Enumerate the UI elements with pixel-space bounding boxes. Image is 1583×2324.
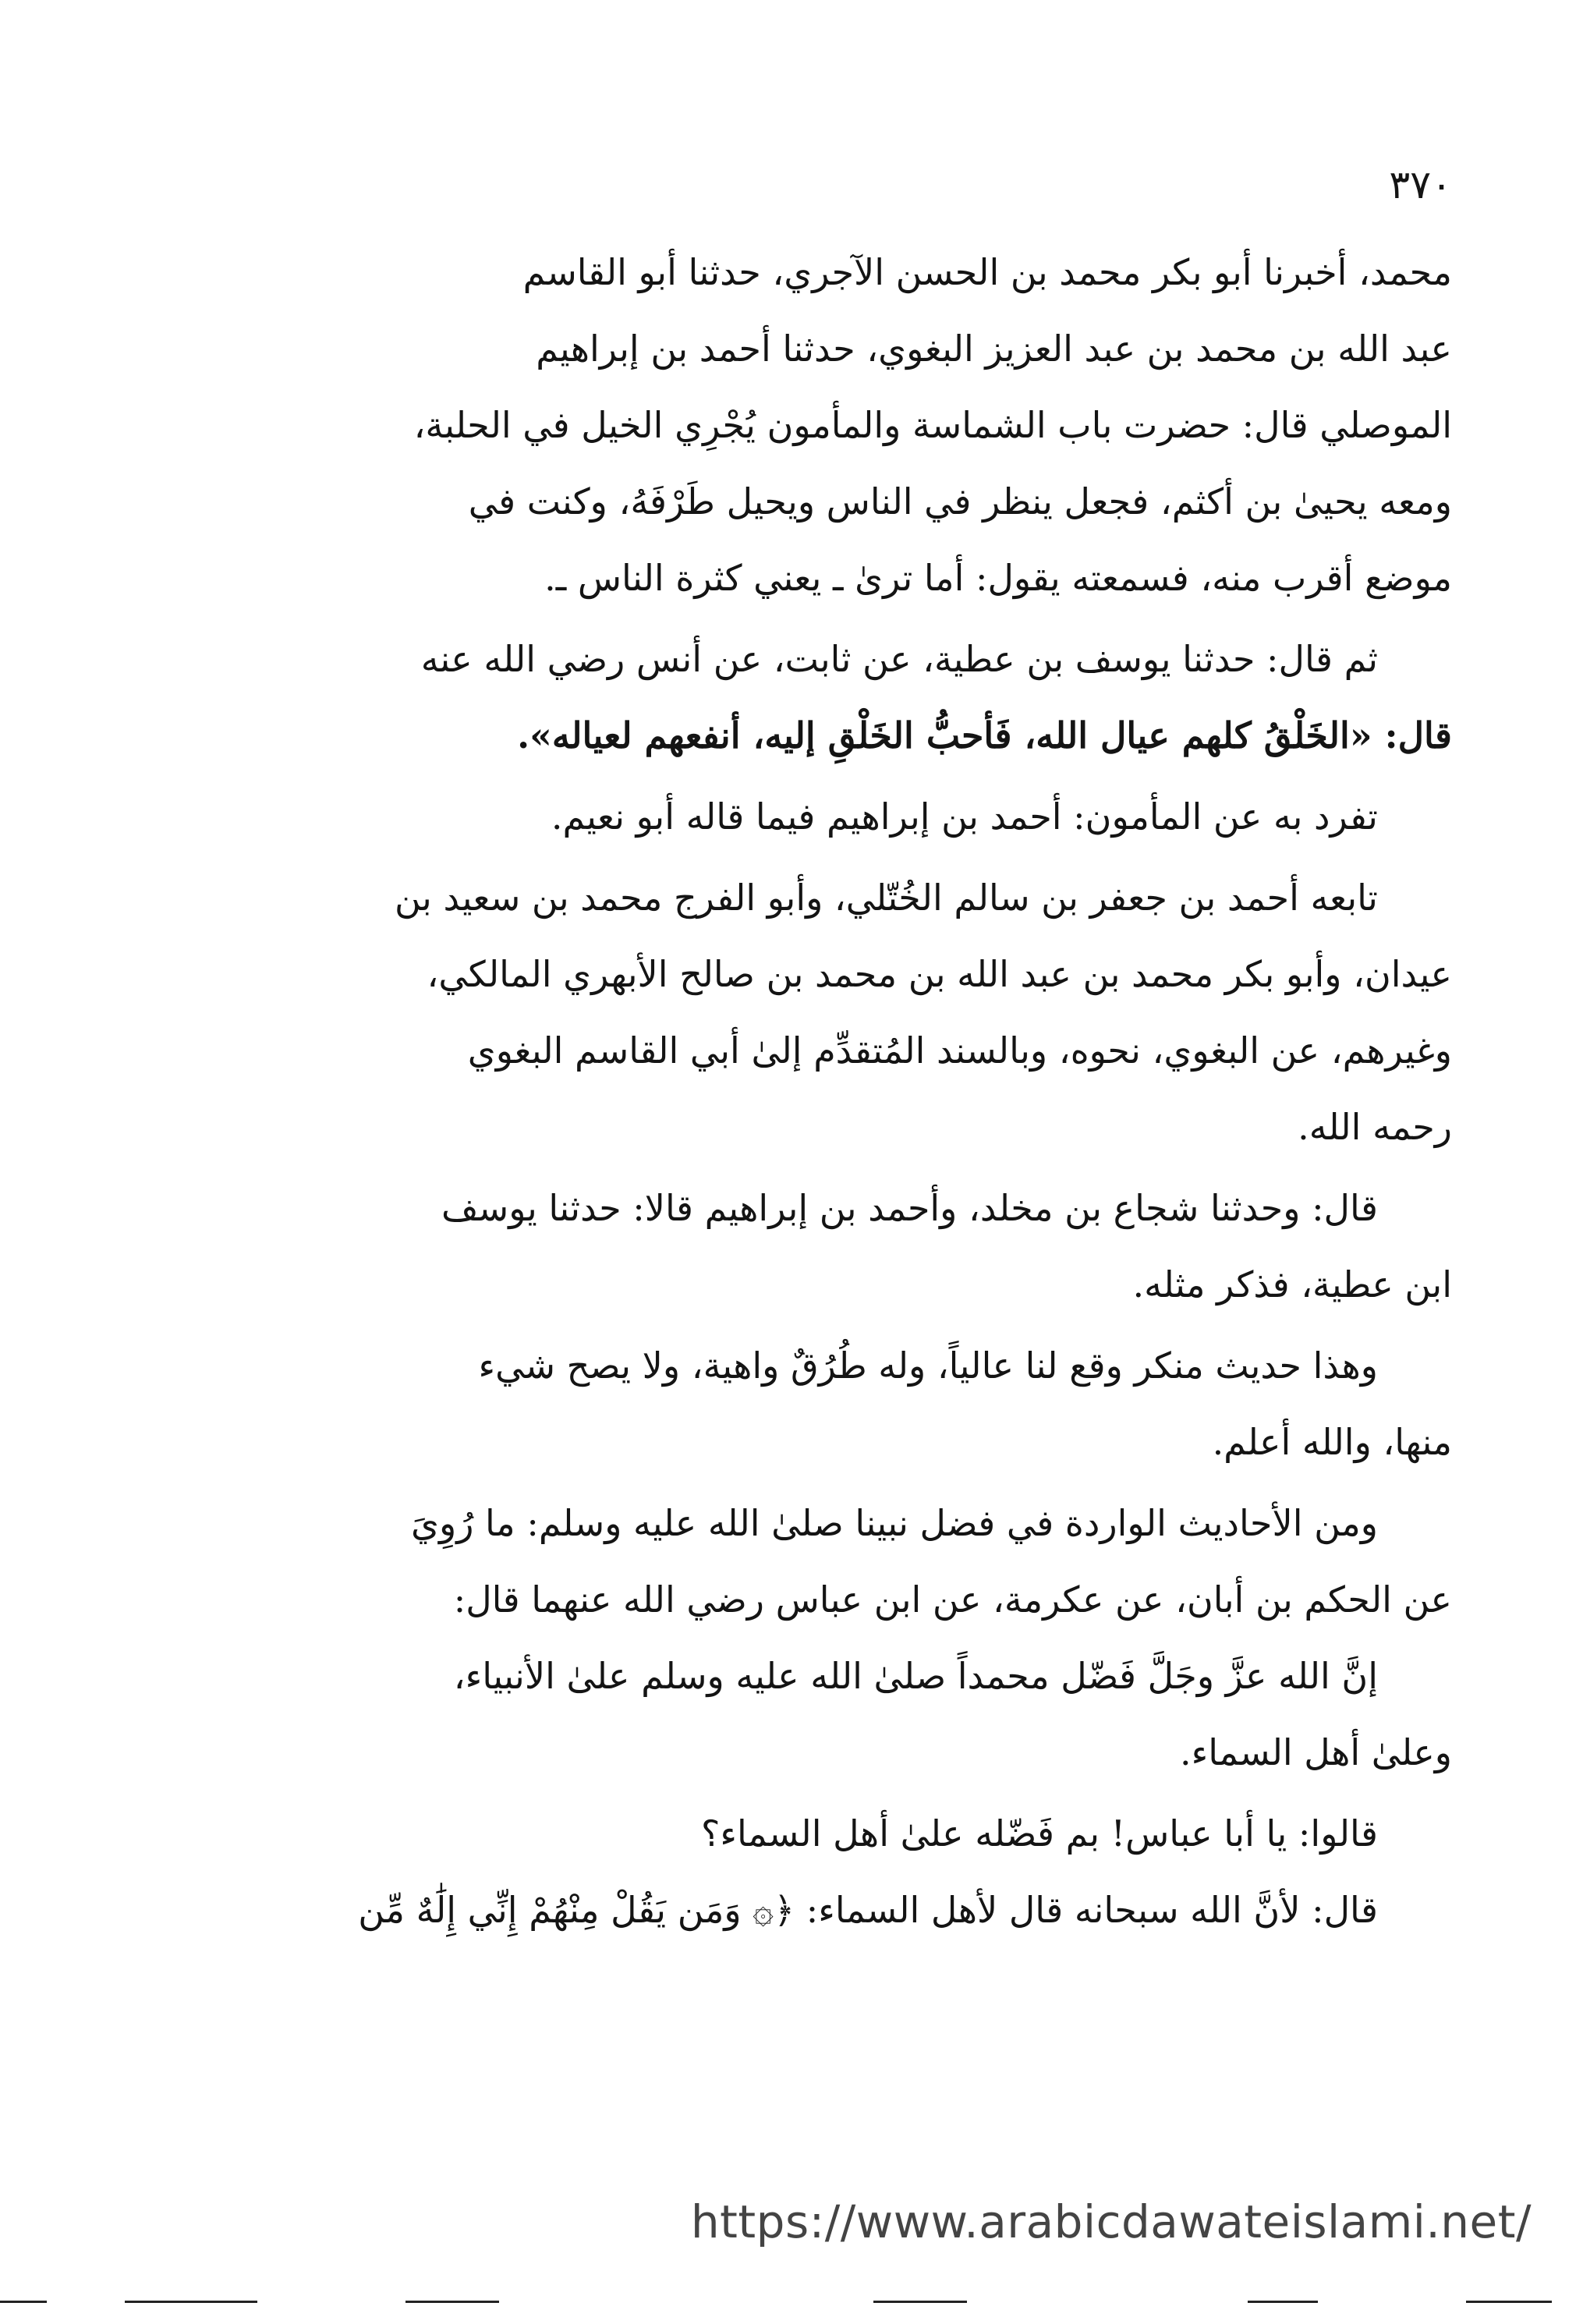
- text-line: عن الحكم بن أبان، عن عكرمة، عن ابن عباس رضي الله عنهما قال:: [453, 1578, 1452, 1621]
- bottom-rule: [0, 2301, 1583, 2303]
- hadith-line: قال: «الخَلْقُ كلهم عيال الله، فَأحبُّ الخَلْقِ إليه، أنفعهم لعياله».: [517, 714, 1452, 756]
- text-line: ومن الأحاديث الواردة في فضل نبينا صلىٰ الله عليه وسلم: ما رُوِيَ: [410, 1502, 1378, 1544]
- text-line: عيدان، وأبو بكر محمد بن عبد الله بن محمد بن صالح الأبهري المالكي،: [427, 953, 1452, 995]
- text-line: ومعه يحيىٰ بن أكثم، فجعل ينظر في الناس ويحيل طَرْفَهُ، وكنت في: [468, 480, 1452, 523]
- text-line: وغيرهم، عن البغوي، نحوه، وبالسند المُتقدِّم إلىٰ أبي القاسم البغوي: [467, 1029, 1452, 1072]
- text-line: وهذا حديث منكر وقع لنا عالياً، وله طُرُقٌ واهية، ولا يصح شيء: [478, 1344, 1378, 1387]
- text-line: إنَّ الله عزَّ وجَلَّ فَضّل محمداً صلىٰ الله عليه وسلم علىٰ الأنبياء،: [453, 1655, 1378, 1697]
- text-line: منها، والله أعلم.: [1212, 1421, 1452, 1463]
- text-line: قال: لأنَّ الله سبحانه قال لأهل السماء: ﴿۞ وَمَن يَقُلْ مِنْهُمْ إِنِّي إِلَٰهٌ مِّن: [358, 1889, 1378, 1931]
- text-line: رحمه الله.: [1298, 1106, 1452, 1148]
- watermark-url: https://www.arabicdawateislami.net/: [690, 2195, 1532, 2248]
- text-line: الموصلي قال: حضرت باب الشماسة والمأمون يُجْرِي الخيل في الحلبة،: [413, 404, 1452, 446]
- text-line: عبد الله بن محمد بن عبد العزيز البغوي، حدثنا أحمد بن إبراهيم: [536, 328, 1452, 370]
- text-line: قالوا: يا أبا عباس! بم فَضّله علىٰ أهل السماء؟: [700, 1812, 1378, 1855]
- text-line: قال: وحدثنا شجاع بن مخلد، وأحمد بن إبراهيم قالا: حدثنا يوسف: [441, 1187, 1378, 1229]
- text-line: موضع أقرب منه، فسمعته يقول: أما ترىٰ ـ يعني كثرة الناس ـ.: [544, 557, 1452, 599]
- page-body: [126, 234, 1452, 1948]
- text-line: تابعه أحمد بن جعفر بن سالم الخُتّلي، وأبو الفرج محمد بن سعيد بن: [395, 877, 1378, 919]
- text-line: ابن عطية، فذكر مثله.: [1132, 1263, 1452, 1305]
- text-line: محمد، أخبرنا أبو بكر محمد بن الحسن الآجري، حدثنا أبو القاسم: [522, 251, 1452, 293]
- text-line: ثم قال: حدثنا يوسف بن عطية، عن ثابت، عن أنس رضي الله عنه: [420, 638, 1378, 680]
- page-number: ٣٧٠: [1389, 162, 1452, 207]
- text-line: تفرد به عن المأمون: أحمد بن إبراهيم فيما قاله أبو نعيم.: [551, 795, 1378, 838]
- text-line: وعلىٰ أهل السماء.: [1179, 1731, 1452, 1773]
